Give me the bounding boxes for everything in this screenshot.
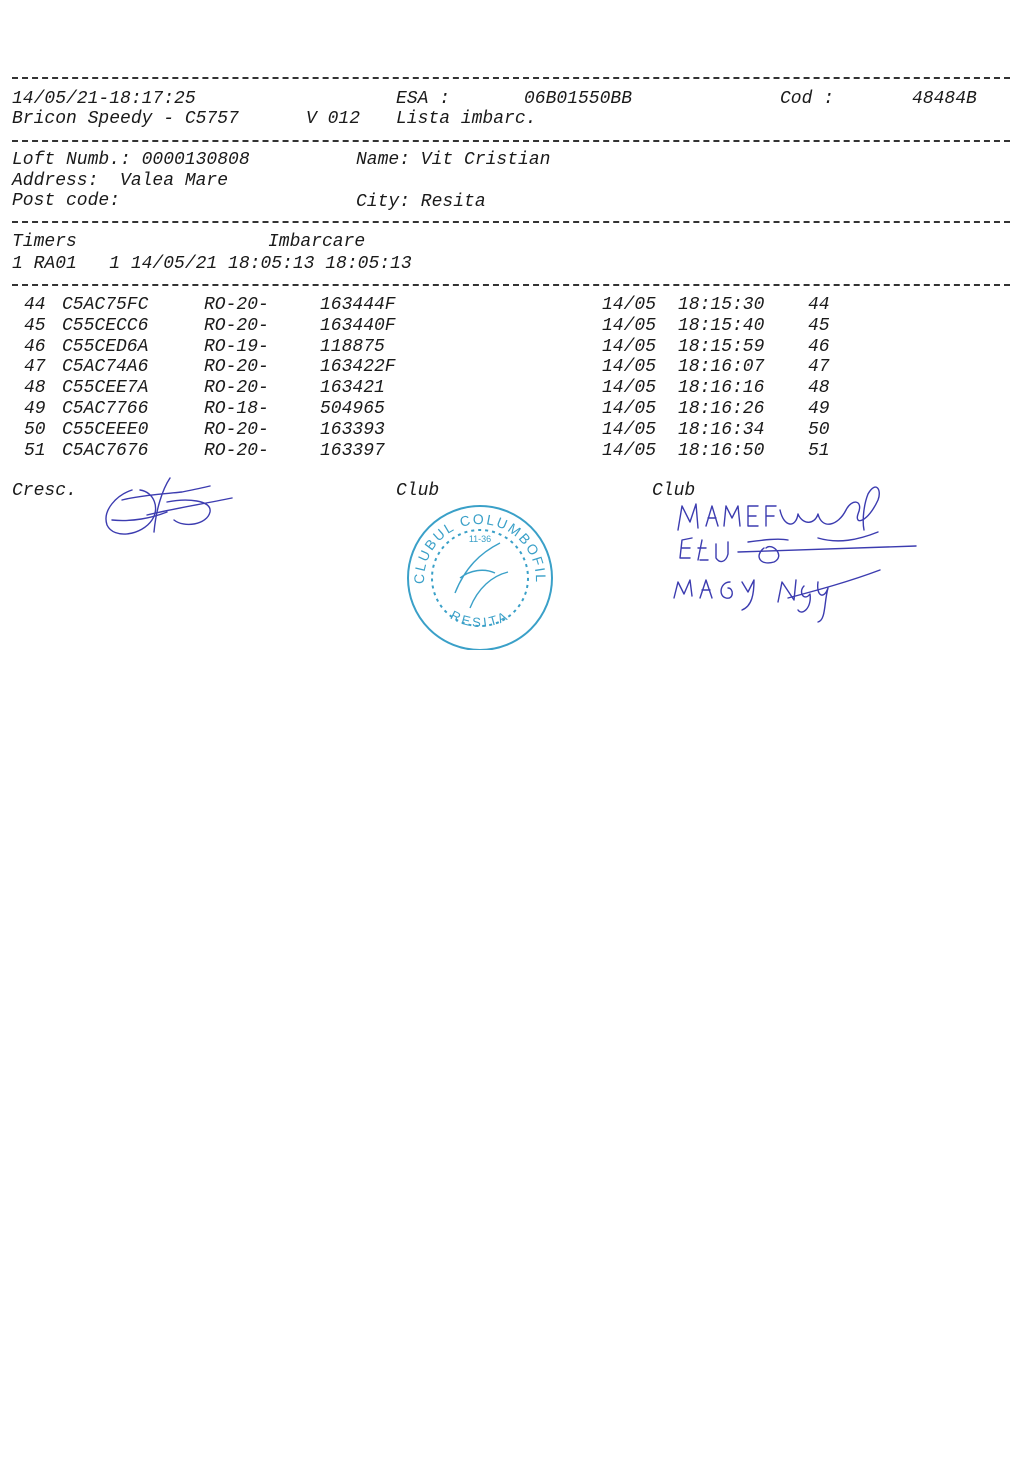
row-index: 44	[24, 295, 46, 315]
chip-id: C55CEEE0	[62, 419, 149, 440]
arrival-time: 18:15:30	[678, 295, 765, 315]
print-datetime: 14/05/21-18:17:25	[12, 89, 196, 109]
ring-number: 163422F	[320, 357, 396, 378]
row-number: 46	[808, 336, 830, 357]
ring-prefix: RO-20-	[204, 419, 269, 440]
arrival-time: 18:16:07	[678, 357, 765, 378]
row-number: 44	[808, 295, 830, 315]
svg-text:RESITA	[448, 607, 512, 630]
ring-number: 118875	[320, 336, 385, 357]
row-number: 51	[808, 440, 830, 461]
arrival-date: 14/05	[602, 399, 657, 419]
arrival-date: 14/05	[602, 378, 657, 399]
row-index: 47	[24, 357, 46, 378]
row-index: 46	[24, 336, 46, 357]
esa-value: 06B01550BB	[524, 89, 633, 109]
arrival-time: 18:16:26	[678, 399, 765, 419]
arrival-date: 14/05	[602, 440, 657, 461]
ring-number: 163393	[320, 419, 385, 440]
arrival-time: 18:15:40	[678, 315, 765, 336]
row-number: 50	[808, 419, 830, 440]
row-index: 51	[24, 440, 46, 461]
version: V 012	[306, 109, 361, 129]
ring-prefix: RO-20-	[204, 378, 269, 399]
ring-number: 163444F	[320, 295, 396, 315]
cod-label: Cod :	[780, 89, 835, 109]
chip-id: C55CECC6	[62, 315, 149, 336]
divider	[12, 284, 1010, 286]
ring-prefix: RO-18-	[204, 399, 269, 419]
ring-prefix: RO-20-	[204, 295, 269, 315]
chip-id: C5AC7676	[62, 440, 149, 461]
row-number: 48	[808, 378, 830, 399]
divider	[12, 140, 1010, 142]
chip-id: C5AC75FC	[62, 295, 149, 315]
arrival-date: 14/05	[602, 336, 657, 357]
arrival-time: 18:16:50	[678, 440, 765, 461]
loft-number: Loft Numb.: 0000130808	[12, 150, 250, 170]
breeder-signature	[92, 470, 242, 550]
chip-id: C5AC74A6	[62, 357, 149, 378]
loft-address: Address: Valea Mare	[12, 171, 229, 191]
chip-id: C55CED6A	[62, 336, 149, 357]
row-number: 47	[808, 357, 830, 378]
loft-post-code: Post code:	[12, 191, 121, 211]
row-index: 49	[24, 399, 46, 419]
arrival-date: 14/05	[602, 315, 657, 336]
row-number: 49	[808, 399, 830, 419]
ring-number: 504965	[320, 399, 385, 419]
club-label: Club	[652, 481, 696, 501]
club-label: Club	[396, 481, 440, 501]
club-signatures	[668, 470, 918, 630]
loft-city: City: Resita	[356, 192, 486, 212]
timers-label: Timers	[12, 232, 77, 252]
timer-row: 1 RA01 1 14/05/21 18:05:13 18:05:13	[12, 254, 412, 274]
row-index: 48	[24, 378, 46, 399]
imbarcare-label: Imbarcare	[268, 232, 366, 252]
ring-number: 163421	[320, 378, 385, 399]
list-title: Lista imbarc.	[396, 109, 537, 129]
stamp-number: 11-36	[468, 534, 492, 544]
divider	[12, 77, 1010, 79]
cresc-label: Cresc.	[12, 481, 77, 501]
chip-id: C5AC7766	[62, 399, 149, 419]
ring-prefix: RO-20-	[204, 357, 269, 378]
loft-name: Name: Vit Cristian	[356, 150, 551, 170]
chip-id: C55CEE7A	[62, 378, 149, 399]
device-name: Bricon Speedy - C5757	[12, 109, 239, 129]
row-number: 45	[808, 315, 830, 336]
arrival-date: 14/05	[602, 295, 657, 315]
esa-label: ESA :	[396, 89, 451, 109]
cod-value: 48484B	[912, 89, 977, 109]
arrival-time: 18:16:34	[678, 419, 765, 440]
ring-prefix: RO-20-	[204, 315, 269, 336]
stamp-bottom-text: RESITA	[448, 607, 512, 630]
row-index: 50	[24, 419, 46, 440]
ring-number: 163440F	[320, 315, 396, 336]
stamp-top-text: CLUBUL COLUMBOFIL	[410, 510, 550, 585]
arrival-time: 18:16:16	[678, 378, 765, 399]
ring-prefix: RO-20-	[204, 440, 269, 461]
ring-number: 163397	[320, 440, 385, 461]
club-stamp	[400, 498, 560, 650]
row-index: 45	[24, 315, 46, 336]
arrival-time: 18:15:59	[678, 336, 765, 357]
ring-prefix: RO-19-	[204, 336, 269, 357]
divider	[12, 221, 1010, 223]
arrival-date: 14/05	[602, 357, 657, 378]
arrival-date: 14/05	[602, 419, 657, 440]
